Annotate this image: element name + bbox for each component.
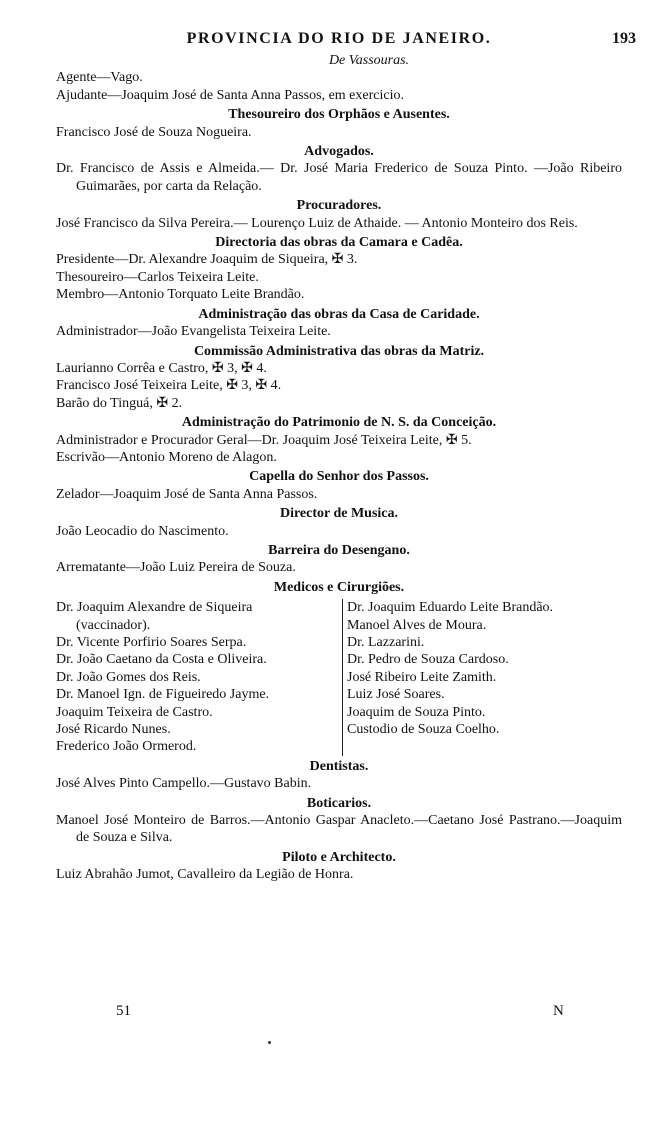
- ink-speck: [268, 1041, 271, 1044]
- section-heading: Directoria das obras da Camara e Cadêa.: [215, 235, 463, 251]
- text-paragraph: José Francisco da Silva Pereira.— Lourenço Luiz de Athaide. — Antonio Monteiro dos Reis.: [56, 215, 578, 231]
- section-heading: Advogados.: [304, 144, 374, 160]
- section-heading: Piloto e Architecto.: [282, 849, 396, 865]
- text-line: Agente—Vago.: [56, 70, 143, 86]
- page-header: [56, 30, 636, 52]
- list-item: Dr. João Gomes dos Reis.: [56, 669, 201, 685]
- list-item: Manoel Alves de Moura.: [347, 617, 487, 633]
- medicos-two-column-list: [56, 599, 622, 756]
- text-line: Barão do Tinguá, ✠ 2.: [56, 395, 183, 411]
- medicos-left-column: [56, 599, 343, 756]
- text-line: Escrivão—Antonio Moreno de Alagon.: [56, 449, 277, 465]
- list-item: Custodio de Souza Coelho.: [347, 722, 500, 738]
- text-line: Arrematante—João Luiz Pereira de Souza.: [56, 560, 296, 576]
- page-title: PROVINCIA DO RIO DE JANEIRO.: [186, 30, 492, 47]
- municipality-subtitle: De Vassouras.: [328, 53, 410, 68]
- text-line: Francisco José Teixeira Leite, ✠ 3, ✠ 4.: [56, 378, 282, 394]
- text-line: Administrador—João Evangelista Teixeira Leite.: [56, 324, 331, 340]
- text-line: Laurianno Corrêa e Castro, ✠ 3, ✠ 4.: [56, 360, 267, 376]
- text-line: Zelador—Joaquim José de Santa Anna Passos.: [56, 486, 318, 502]
- text-paragraph: Dr. Francisco de Assis e Almeida.— Dr. José Maria Frederico de Souza Pinto. —João Ribeiro Guimarães, por carta da Relação.: [56, 161, 622, 194]
- text-paragraph: Manoel José Monteiro de Barros.—Antonio Gaspar Anacleto.—Caetano José Pastrano.—Joaquim de Souza e Silva.: [56, 813, 622, 846]
- text-line: Thesoureiro—Carlos Teixeira Leite.: [56, 269, 259, 285]
- text-line: João Leocadio do Nascimento.: [56, 523, 229, 539]
- section-heading: Capella do Senhor dos Passos.: [249, 469, 429, 485]
- text-line: Membro—Antonio Torquato Leite Brandão.: [56, 287, 305, 303]
- list-item: Dr. Lazzarini.: [347, 635, 425, 650]
- section-heading: Barreira do Desengano.: [268, 542, 410, 558]
- section-heading: Director de Musica.: [279, 506, 399, 522]
- signature-mark: 51: [116, 1003, 131, 1019]
- section-heading: Administração das obras da Casa de Caridade.: [198, 306, 480, 322]
- text-line: Francisco José de Souza Nogueira.: [56, 124, 252, 140]
- section-heading: Thesoureiro dos Orphãos e Ausentes.: [228, 107, 450, 123]
- list-item: (vaccinador).: [76, 617, 151, 633]
- section-heading: Medicos e Cirurgiões.: [273, 579, 405, 595]
- medicos-right-column: [343, 599, 622, 756]
- list-item: Joaquim de Souza Pinto.: [347, 704, 486, 720]
- list-item: Luiz José Soares.: [347, 687, 445, 703]
- text-line: José Alves Pinto Campello.—Gustavo Babin.: [56, 776, 312, 792]
- text-line: Administrador e Procurador Geral—Dr. Joaquim José Teixeira Leite, ✠ 5.: [56, 432, 472, 448]
- list-item: Dr. Vicente Porfirio Soares Serpa.: [56, 635, 247, 650]
- list-item: Frederico João Ormerod.: [56, 739, 197, 755]
- list-item: Joaquim Teixeira de Castro.: [56, 704, 213, 720]
- page-number: 193: [612, 30, 636, 47]
- text-line: Ajudante—Joaquim José de Santa Anna Passos, em exercicio.: [56, 87, 404, 103]
- gathering-mark: N: [553, 1003, 564, 1019]
- text-line: Luiz Abrahão Jumot, Cavalleiro da Legião de Honra.: [56, 867, 354, 883]
- section-heading: Procuradores.: [296, 198, 382, 214]
- text-line: Presidente—Dr. Alexandre Joaquim de Siqueira, ✠ 3.: [56, 252, 358, 268]
- list-item: José Ricardo Nunes.: [56, 722, 171, 738]
- page-body: [56, 30, 636, 884]
- list-item: Dr. João Caetano da Costa e Oliveira.: [56, 652, 267, 668]
- section-heading: Administração do Patrimonio de N. S. da Conceição.: [181, 415, 497, 431]
- list-item: Dr. Pedro de Souza Cardoso.: [347, 652, 509, 668]
- list-item: Dr. Manoel Ign. de Figueiredo Jayme.: [56, 687, 270, 703]
- list-item: José Ribeiro Leite Zamith.: [347, 669, 497, 685]
- list-item: Dr. Joaquim Alexandre de Siqueira: [56, 600, 253, 616]
- list-item: Dr. Joaquim Eduardo Leite Brandão.: [347, 600, 554, 616]
- section-heading: Boticarios.: [306, 795, 372, 811]
- section-heading: Commissão Administrativa das obras da Matriz.: [193, 343, 485, 359]
- section-heading: Dentistas.: [309, 758, 369, 774]
